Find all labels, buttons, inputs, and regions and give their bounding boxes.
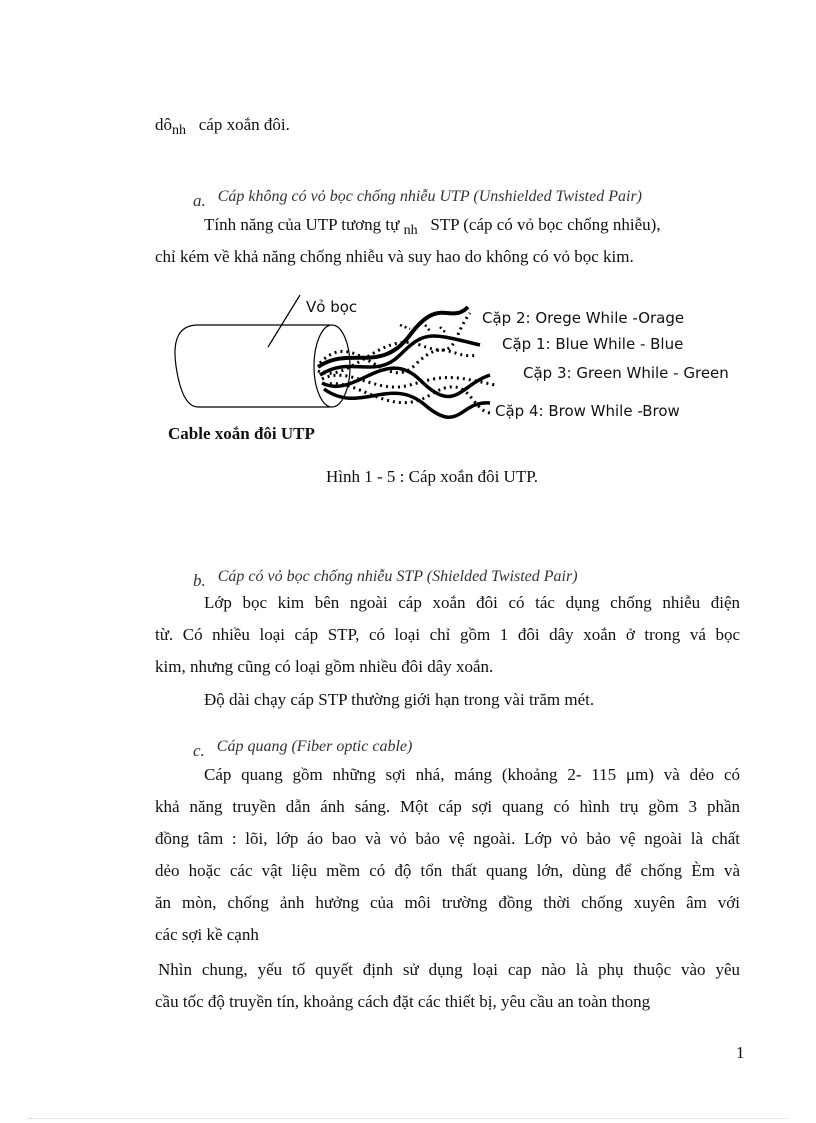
- section-c-letter: c.: [193, 741, 205, 760]
- intro-sub: nh: [172, 123, 186, 138]
- section-c-line-2: khả năng truyền dẫn ánh sáng. Một cáp sợi quang có hình trụ gồm 3 phần: [155, 797, 740, 816]
- section-b-line-2: từ. Có nhiều loại cáp STP, có loại chỉ gồm 1 đôi dây xoắn ở trong vá bọc: [155, 625, 740, 644]
- page-number: 1: [736, 1043, 745, 1062]
- section-c-para-2-line-1: Nhìn chung, yếu tố quyết định sử dụng loại cap nào là phụ thuộc vào yêu: [158, 960, 740, 979]
- pair-4-label: Cặp 4: Brow While -Brow: [495, 402, 680, 420]
- pair-3-label: Cặp 3: Green While - Green: [523, 364, 729, 382]
- section-a-letter: a.: [193, 191, 206, 210]
- section-b-title: Cáp có vỏ bọc chống nhiễu STP (Shielded Twisted Pair): [217, 568, 578, 585]
- pair-2-label: Cặp 2: Orege While -Orage: [482, 309, 685, 327]
- section-c-line-3: đồng tâm : lõi, lớp áo bao và vỏ bảo vệ ngoài. Lớp vỏ bảo vệ ngoài là chất: [155, 829, 740, 848]
- cable-sheath-body: [198, 325, 330, 407]
- section-a-line-1-sub: nh: [403, 223, 418, 238]
- page-bottom-border: [28, 1118, 788, 1119]
- section-b-letter: b.: [193, 571, 206, 590]
- intro-line: [155, 114, 290, 138]
- section-c-line-1: Cáp quang gồm những sợi nhá, máng (khoảng 2- 115 μm) và dẻo có: [204, 765, 740, 784]
- sheath-pointer-line: [268, 295, 300, 347]
- section-a-line-2: chỉ kém về khả năng chống nhiễu và suy hao do không có vỏ bọc kim.: [155, 247, 634, 266]
- section-a-line-1-part2: STP (cáp có vỏ bọc chống nhiễu),: [430, 215, 661, 234]
- figure-caption: Hình 1 - 5 : Cáp xoắn đôi UTP.: [326, 467, 539, 486]
- cable-title: Cable xoắn đôi UTP: [168, 424, 315, 443]
- intro-part2: cáp xoắn đôi.: [198, 115, 290, 134]
- sheath-label: Vỏ bọc: [306, 298, 358, 316]
- section-a-title: Cáp không có vỏ bọc chống nhiễu UTP (Unshielded Twisted Pair): [217, 188, 642, 205]
- section-b-line-3: kim, nhưng cũng có loại gồm nhiều đôi dây xoắn.: [155, 657, 494, 676]
- section-a-heading: [193, 186, 642, 210]
- section-c-para-2-line-2: cầu tốc độ truyền tín, khoảng cách đặt các thiết bị, yêu cầu an toàn thong: [155, 992, 651, 1011]
- intro-part1: dô: [155, 115, 172, 134]
- section-b-line-1: Lớp bọc kim bên ngoài cáp xoắn đôi có tác dụng chống nhiễu điện: [204, 593, 740, 612]
- section-b-heading: [193, 566, 578, 590]
- section-c-title: Cáp quang (Fiber optic cable): [216, 738, 413, 755]
- section-c-line-6: các sợi kề cạnh: [155, 925, 259, 944]
- wire-pair-4-solid: [324, 389, 490, 417]
- pair-1-label: Cặp 1: Blue While - Blue: [502, 335, 684, 353]
- section-a-line-1: [204, 214, 661, 238]
- section-b-para-2: Độ dài chạy cáp STP thường giới hạn trong vài trăm mét.: [204, 690, 595, 709]
- section-a-line-1-part1: Tính năng của UTP tương tự: [204, 215, 400, 234]
- section-c-heading: [193, 736, 413, 760]
- section-c-line-4: dẻo hoặc các vật liệu mềm có độ tổn thất quang lớn, dùng để chống Èm và: [155, 861, 740, 880]
- cable-sheath-back: [175, 325, 198, 407]
- section-c-line-5: ăn mòn, chống ảnh hưởng của môi trường đồng thời chống xuyên âm với: [155, 893, 740, 912]
